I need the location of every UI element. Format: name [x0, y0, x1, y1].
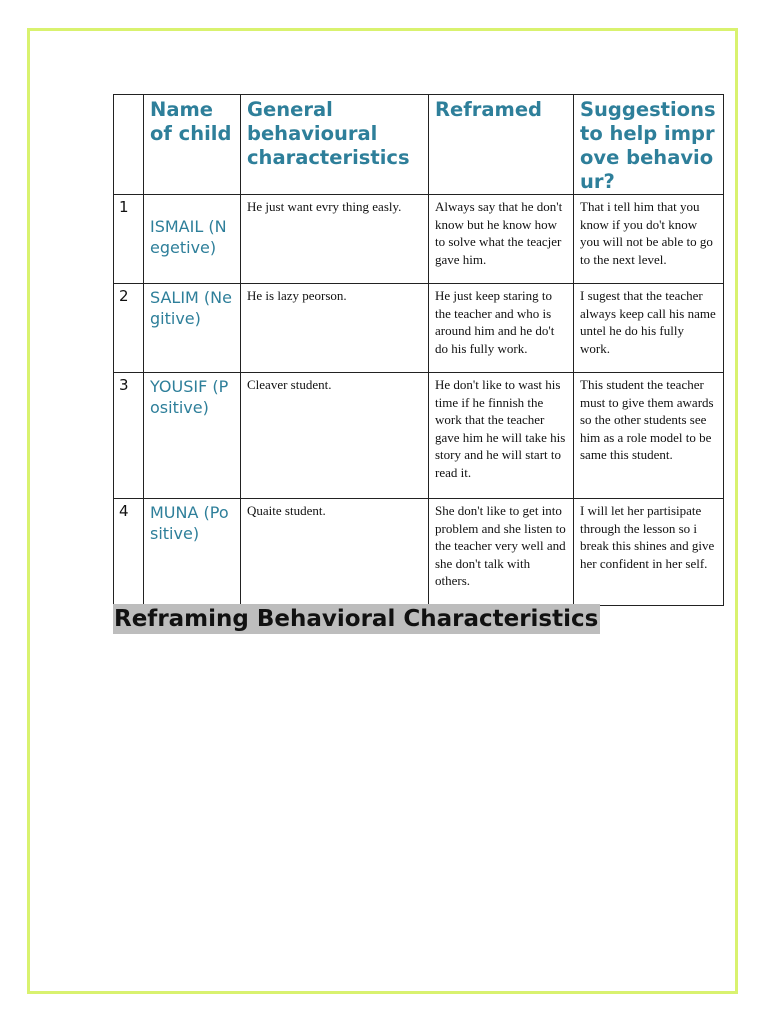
header-general-characteristics: General behavioural characteristics	[241, 95, 429, 195]
table-row	[114, 499, 724, 606]
reframed-text: He don't like to wast his time if he finnish the work that the teacher gave him he will take his story and he will start to read it.	[429, 373, 574, 499]
table-row	[114, 284, 724, 373]
row-number: 2	[114, 284, 144, 373]
row-number: 4	[114, 499, 144, 606]
child-name: MUNA (Positive)	[144, 499, 241, 606]
reframed-text: She don't like to get into problem and she listen to the teacher very well and she don't talk with others.	[429, 499, 574, 606]
suggestion-text: I sugest that the teacher always keep call his name untel he do his fully work.	[574, 284, 724, 373]
general-characteristics: He is lazy peorson.	[241, 284, 429, 373]
table-header-row	[114, 95, 724, 195]
behaviour-table	[113, 94, 724, 606]
child-name: YOUSIF (Positive)	[144, 373, 241, 499]
reframed-text: He just keep staring to the teacher and who is around him and he do't do his fully work.	[429, 284, 574, 373]
child-name: SALIM (Negitive)	[144, 284, 241, 373]
table-caption: Reframing Behavioral Characteristics	[114, 606, 599, 632]
header-reframed: Reframed	[429, 95, 574, 195]
suggestion-text: That i tell him that you know if you do't know you will not be able to go to the next level.	[574, 195, 724, 284]
child-name: ISMAIL (Negetive)	[144, 195, 241, 284]
reframed-text: Always say that he don't know but he know how to solve what the teacjer gave him.	[429, 195, 574, 284]
suggestion-text: I will let her partisipate through the lesson so i break this shines and give her confident in her self.	[574, 499, 724, 606]
row-number: 1	[114, 195, 144, 284]
table-row	[114, 373, 724, 499]
header-number	[114, 95, 144, 195]
general-characteristics: Quaite student.	[241, 499, 429, 606]
general-characteristics: He just want evry thing easly.	[241, 195, 429, 284]
suggestion-text: This student the teacher must to give them awards so the other students see him as a role model to be same this student.	[574, 373, 724, 499]
table-row	[114, 195, 724, 284]
header-name-of-child: Name of child	[144, 95, 241, 195]
header-suggestions: Suggestions to help improve behaviour?	[574, 95, 724, 195]
general-characteristics: Cleaver student.	[241, 373, 429, 499]
row-number: 3	[114, 373, 144, 499]
